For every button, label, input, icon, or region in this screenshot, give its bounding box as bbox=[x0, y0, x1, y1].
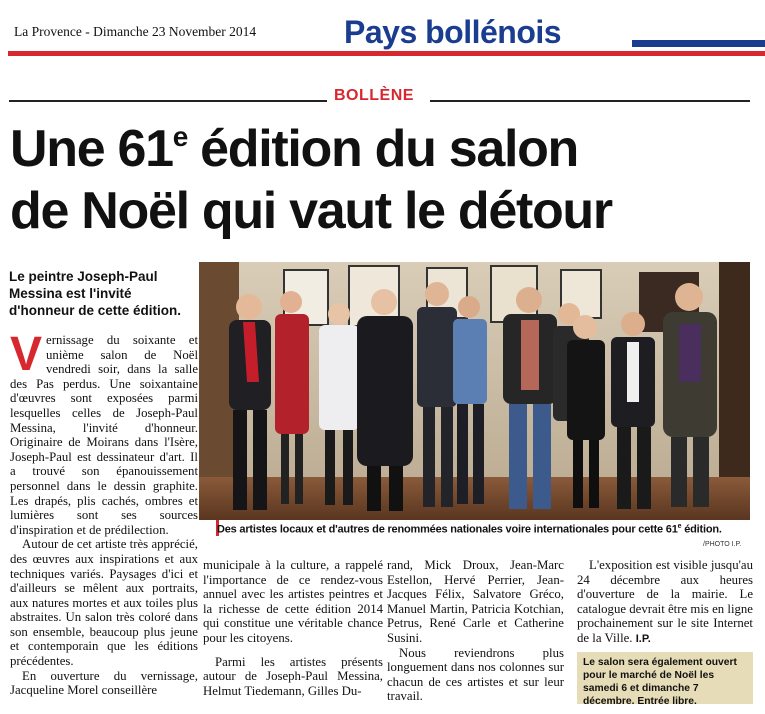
article-paragraph: En ouverture du vernissage, Jacqueline Morel conseillère bbox=[10, 668, 198, 698]
publication-date-line: La Provence - Dimanche 23 November 2014 bbox=[14, 24, 257, 39]
article-paragraph: Nous reviendrons plus longuement dans nos colonnes sur chacun de ces artistes et sur leur travail. bbox=[387, 645, 564, 704]
headline-line2: de Noël qui vaut le détour bbox=[10, 182, 612, 240]
headline bbox=[10, 118, 760, 242]
standfirst: Le peintre Joseph-Paul Messina est l'invité d'honneur de cette édition. bbox=[9, 269, 181, 318]
caption-text-before: Des artistes locaux et d'autres de renommées nationales voire internationales pour cette 61 bbox=[217, 523, 678, 536]
caption-superscript: e bbox=[677, 523, 682, 530]
article-paragraph bbox=[10, 328, 198, 537]
section-title-bar bbox=[632, 40, 765, 47]
article-paragraph: rand, Mick Droux, Jean-Marc Estellon, Hervé Perrier, Jean-Jacques Félix, Salvatore Gréco, Manuel Martin, Patricia Kotchian, Petrus, René Carle et Catherine Susini. bbox=[387, 558, 564, 645]
headline-line1-after: édition du salon bbox=[187, 120, 579, 178]
drop-cap: V bbox=[10, 328, 43, 381]
headline-line1-before: Une 61 bbox=[10, 120, 173, 178]
photo-caption bbox=[217, 523, 722, 536]
section-title: Pays bollénois bbox=[344, 14, 562, 50]
group-photo bbox=[199, 262, 750, 520]
kicker-rule-left bbox=[9, 100, 327, 102]
masthead bbox=[0, 0, 765, 60]
article-paragraph: Parmi les artistes présents autour de Joseph-Paul Messina, Helmut Tiedemann, Gilles Du- bbox=[203, 654, 383, 698]
info-box: Le salon sera également ouvert pour le marché de Noël les samedi 6 et dimanche 7 décembre. Entrée libre. bbox=[577, 652, 753, 704]
group-photo-illustration bbox=[199, 262, 750, 520]
masthead-red-rule bbox=[8, 51, 765, 56]
caption-text-after: édition. bbox=[681, 523, 722, 536]
paragraph-text: ernissage du soixante et unième salon de Noël vendredi soir, dans la salle des Pas perdus. Une soixantaine d'œuvres sont exposées parmi lesquelles celles de Joseph-Paul Messina, l'invité d'honneur. Originaire de Moirans dans l'Isère, Joseph-Paul est dessinateur d'art. Il a trouvé son épanouissement personnel dans le dessin graphite. Les drapés, plis cachés, ombres et lumières sont ses sources d'inspiration et de prédilection. bbox=[10, 333, 198, 537]
headline-superscript: e bbox=[172, 121, 188, 152]
article-paragraph bbox=[577, 558, 753, 647]
kicker-rule-right bbox=[430, 100, 750, 102]
photo-credit: /PHOTO I.P. bbox=[703, 541, 742, 548]
article-paragraph: Autour de cet artiste très apprécié, des œuvres aux inspirations et aux techniques variés. Paysages d'ici et d'ailleurs se mêlent aux portraits, aux natures mortes et aux toiles plus abstraites. Un salon très coloré dans son ensemble, beaucoup plus jeune et contemporain que les éditions précédentes. bbox=[10, 537, 198, 669]
article-column-2 bbox=[203, 558, 383, 698]
article-column-1 bbox=[10, 328, 198, 698]
article-column-3 bbox=[387, 558, 564, 704]
article-column-4 bbox=[577, 558, 753, 647]
author-signature: I.P. bbox=[635, 632, 651, 645]
kicker-location: BOLLÈNE bbox=[334, 87, 414, 104]
paragraph-text: L'exposition est visible jusqu'au 24 décembre aux heures d'ouverture de la mairie. Le catalogue devrait être mis en ligne prochainement sur le site Internet de la Ville. bbox=[577, 558, 753, 645]
article-paragraph: municipale à la culture, a rappelé l'importance de ce rendez-vous annuel avec les artistes peintres et la richesse de cette édition 2014 qui constitue une véritable chance pour les citoyens. bbox=[203, 558, 383, 645]
